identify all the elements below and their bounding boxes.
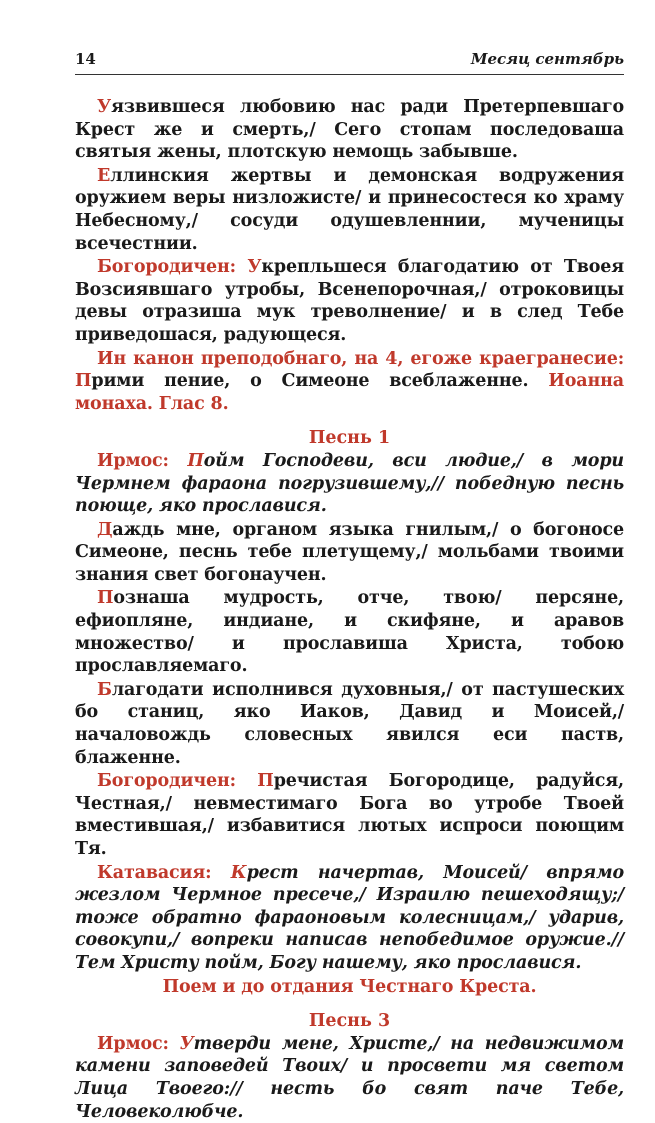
page-header [75, 44, 624, 75]
initial-letter: У [247, 257, 262, 278]
troparion-text: ллинския жертвы и демонская водружения оружием веры низложисте/ и принесостеся ко храму Небесному,/ сосуди одушевленнии, мученицы всечестнии. [75, 165, 624, 254]
initial-letter: Е [97, 165, 111, 186]
initial-letter: У [97, 97, 112, 117]
troparion-1 [75, 96, 624, 164]
troparion-text: язвившеся любовию нас ради Претерпевшаго Крест же и смерть,/ Сего стопам последоваша святыя жены, плотскую немощь забывше. [75, 97, 624, 163]
running-title: Месяц сентябрь [470, 50, 624, 68]
page-number: 14 [75, 50, 96, 68]
ode-3-irmos [75, 1033, 624, 1123]
initial-letter: П [97, 588, 114, 609]
troparion-text: ознаша мудрость, отче, твою/ персяне, ефиопляне, индиане, и скифяне, и аравов множество/ и прославиша Христа, тобою прославляемаго. [75, 588, 624, 677]
katavasia-text: рест начертав, Моисей/ впрямо жезлом Чермное пресече,/ Израилю пешеходящу;/ тоже обратно фараоновым колесницам,/ ударив, совокупи,/ вопреки написав непобедимое оружие.// Тем Христу пойм, Богу нашему, яко прославися. [75, 862, 624, 973]
ode-1-title: Песнь 1 [308, 428, 391, 449]
ode-1-katavasia [75, 862, 624, 975]
author-tone-rubric: Иоанна монаха. Глас 8. [75, 371, 624, 414]
initial-letter: П [187, 450, 204, 471]
irmos-text: ойм Господеви, вси людие,/ в мори Чермнем фараона погрузившему,// победную песнь поюще, яко прославися. [75, 450, 624, 517]
ode-1-troparion-2 [75, 587, 624, 677]
initial-letter: К [230, 862, 247, 883]
ode-1-irmos [75, 450, 624, 518]
troparion-text: лагодати исполнився духовныя,/ от пастушеских бо станиц, яко Иаков, Давид и Моисей,/ началовождь словесных явился еси паств, блаженне. [75, 679, 624, 768]
canon-intro [75, 348, 624, 416]
ode-3-title: Песнь 3 [308, 1011, 391, 1032]
theotokion-label: Богородичен: [97, 257, 248, 278]
initial-letter: П [75, 371, 92, 392]
theotokion-1 [75, 256, 624, 346]
irmos-label: Ирмос: [97, 1033, 180, 1054]
acrostic-text: рими пение, о Симеоне всеблаженне. [91, 371, 549, 392]
page-body [75, 96, 624, 1123]
ode-1-troparion-1 [75, 519, 624, 587]
ode-1-theotokion [75, 770, 624, 860]
ode-1-troparion-3 [75, 679, 624, 769]
initial-letter: П [257, 771, 274, 792]
irmos-label: Ирмос: [97, 450, 188, 471]
initial-letter: Д [97, 519, 113, 540]
troparion-2 [75, 165, 624, 255]
initial-letter: У [179, 1033, 194, 1054]
theotokion-text: крепльшеся благодатию от Твоея Возсиявшаго утробы, Всенепорочная,/ отроковицы девы отразиша мук треволнение/ и в след Тебе приведошася, радующеся. [75, 257, 624, 345]
irmos-text: тверди мене, Христе,/ на недвижимом камени заповедей Твоих/ и просвети мя светом Лица Твоего:// несть бо свят паче Тебе, Человеколюбче. [75, 1033, 624, 1122]
theotokion-text: речистая Богородице, радуйся, Честная,/ невместимаго Бога во утробе Твоей вместившая,/ избавитися лютых испроси поющим Тя. [75, 771, 624, 859]
canon-rubric: Ин канон преподобнаго, на 4, егоже краегранесие: [97, 348, 624, 369]
ode-1-closing-rubric: Поем и до отдания Честнаго Креста. [162, 976, 537, 997]
katavasia-label: Катавасия: [97, 862, 231, 883]
troparion-text: аждь мне, органом языка гнилым,/ о богоносе Симеоне, песнь тебе плетущему,/ мольбами твоими знания свет богонаучен. [75, 519, 624, 585]
theotokion-label: Богородичен: [97, 771, 258, 792]
initial-letter: Б [97, 679, 112, 700]
